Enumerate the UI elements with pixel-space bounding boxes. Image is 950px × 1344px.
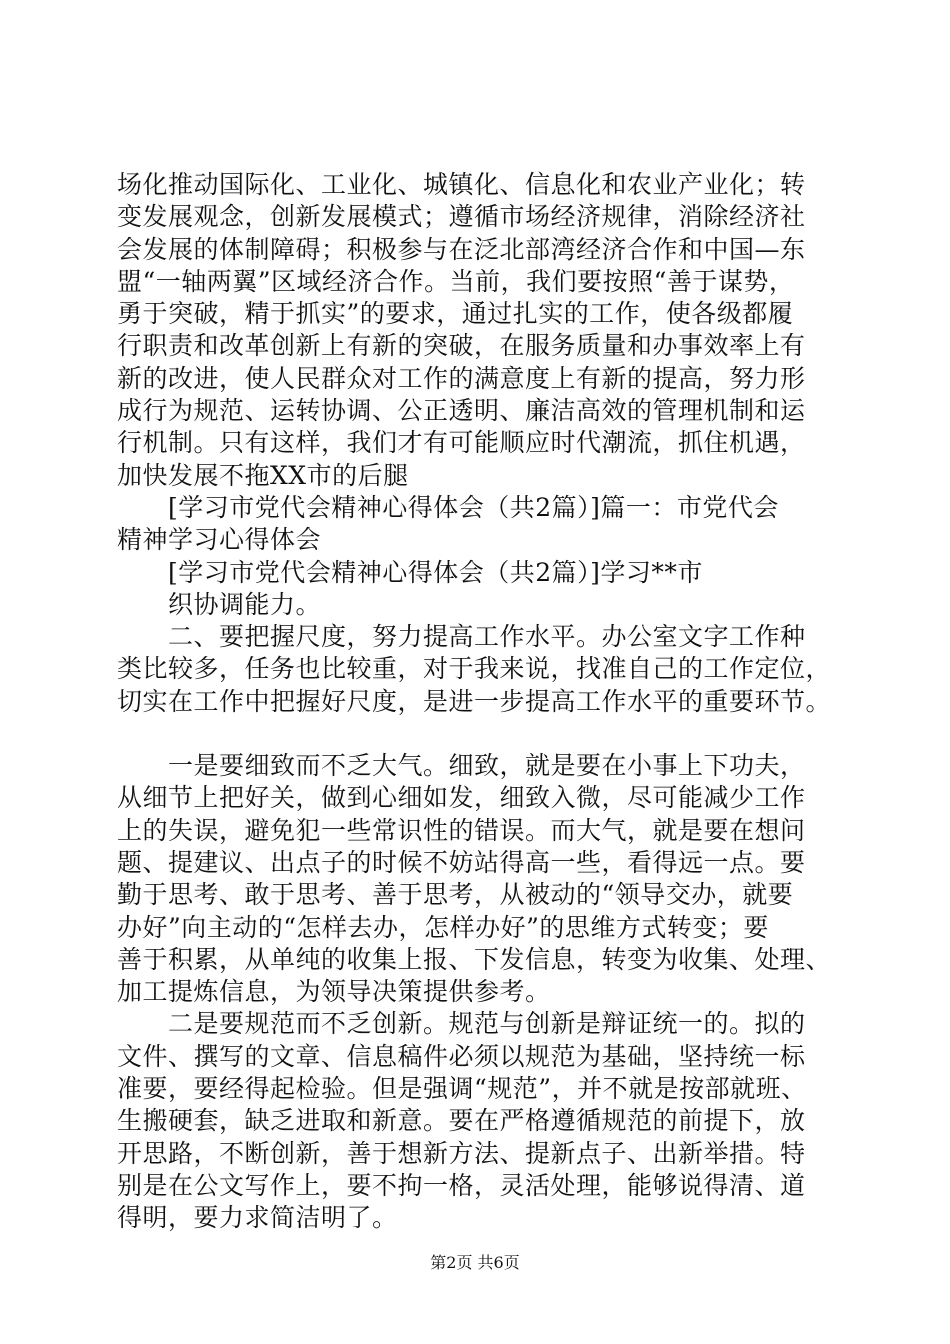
text-line: 会发展的体制障碍；积极参与在泛北部湾经济合作和中国—东 bbox=[117, 234, 806, 264]
text-line: 成行为规范、运转协调、公正透明、廉洁高效的管理机制和运 bbox=[117, 396, 806, 426]
text-line: 场化推动国际化、工业化、城镇化、信息化和农业产业化；转 bbox=[117, 170, 806, 199]
text-line: 从细节上把好关，做到心细如发，细致入微，尽可能减少工作 bbox=[117, 783, 806, 813]
text-line: 变发展观念，创新发展模式；遵循市场经济规律，消除经济社 bbox=[117, 202, 806, 232]
text-line: 行职责和改革创新上有新的突破，在服务质量和办事效率上有 bbox=[117, 331, 806, 361]
text-line: 准要，要经得起检验。但是强调“规范”，并不就是按部就班、 bbox=[117, 1074, 807, 1104]
text-line: 加快发展不拖XX市的后腿 bbox=[117, 460, 409, 490]
text-line: 办好”向主动的“怎样去办，怎样办好”的思维方式转变；要 bbox=[117, 912, 769, 942]
text-line: 行机制。只有这样，我们才有可能顺应时代潮流，抓住机遇， bbox=[117, 428, 806, 458]
text-line: 上的失误，避免犯一些常识性的错误。而大气，就是要在想问 bbox=[117, 815, 806, 845]
text-line: 精神学习心得体会 bbox=[117, 525, 322, 555]
document-body bbox=[117, 169, 837, 1235]
text-line: 题、提建议、出点子的时候不妨站得高一些，看得远一点。要 bbox=[117, 847, 806, 877]
text-line: 二、要把握尺度，努力提高工作水平。办公室文字工作种 bbox=[117, 622, 806, 652]
text-line: 盟“一轴两翼”区域经济合作。当前，我们要按照“善于谋势， bbox=[117, 266, 795, 296]
text-line: 生搬硬套，缺乏进取和新意。要在严格遵循规范的前提下，放 bbox=[117, 1106, 806, 1136]
text-line: 类比较多，任务也比较重，对于我来说，找准自己的工作定位， bbox=[117, 654, 832, 684]
text-line: 勤于思考、敢于思考、善于思考，从被动的“领导交办，就要 bbox=[117, 880, 794, 910]
text-line: 二是要规范而不乏创新。规范与创新是辩证统一的。拟的 bbox=[117, 1009, 806, 1039]
text-line: 加工提炼信息，为领导决策提供参考。 bbox=[117, 977, 551, 1007]
text-line: 善于积累，从单纯的收集上报、下发信息，转变为收集、处理、 bbox=[117, 944, 832, 974]
paragraph-gap bbox=[117, 718, 837, 750]
text-line: 织协调能力。 bbox=[117, 589, 322, 619]
text-line: 一是要细致而不乏大气。细致，就是要在小事上下功夫， bbox=[117, 751, 806, 781]
text-line: [学习市党代会精神心得体会（共2篇）]篇一：市党代会 bbox=[117, 492, 779, 522]
text-line: 得明，要力求简洁明了。 bbox=[117, 1203, 398, 1233]
text-line: 新的改进，使人民群众对工作的满意度上有新的提高，努力形 bbox=[117, 363, 806, 393]
text-line: 别是在公文写作上，要不拘一格，灵活处理，能够说得清、道 bbox=[117, 1170, 806, 1200]
text-line: 勇于突破，精于抓实”的要求，通过扎实的工作，使各级都履 bbox=[117, 299, 794, 329]
text-line: 文件、撰写的文章、信息稿件必须以规范为基础，坚持统一标 bbox=[117, 1041, 806, 1071]
text-line: 开思路，不断创新，善于想新方法、提新点子、出新举措。特 bbox=[117, 1138, 806, 1168]
page-footer: 第2页 共6页 bbox=[430, 1253, 520, 1272]
text-line: [学习市党代会精神心得体会（共2篇）]学习**市 bbox=[117, 557, 703, 587]
text-line: 切实在工作中把握好尺度，是进一步提高工作水平的重要环节。 bbox=[117, 686, 832, 716]
